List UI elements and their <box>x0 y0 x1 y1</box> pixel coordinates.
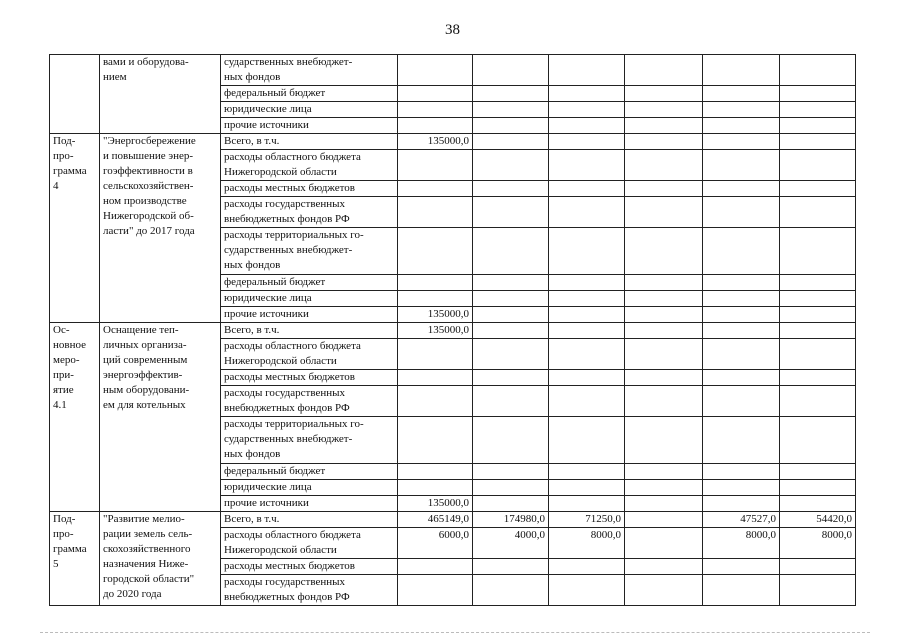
amount-cell <box>703 307 780 323</box>
funding-source-cell: расходы государственных внебюджетных фондов РФ <box>221 575 398 606</box>
funding-source-cell: юридические лица <box>221 480 398 496</box>
item-type-cell: Под- про- грамма 5 <box>50 512 100 606</box>
amount-cell <box>473 575 549 606</box>
funding-source-cell: расходы государственных внебюджетных фондов РФ <box>221 386 398 417</box>
funding-source-cell: Всего, в т.ч. <box>221 512 398 528</box>
amount-cell <box>398 370 473 386</box>
amount-cell <box>473 339 549 370</box>
amount-cell <box>703 102 780 118</box>
amount-cell <box>625 197 703 228</box>
amount-cell <box>703 496 780 512</box>
amount-cell <box>473 496 549 512</box>
amount-cell: 6000,0 <box>398 528 473 559</box>
amount-cell <box>398 102 473 118</box>
amount-cell <box>473 323 549 339</box>
amount-cell <box>703 370 780 386</box>
item-type-cell: Ос- новное меро- при- ятие 4.1 <box>50 323 100 512</box>
amount-cell <box>625 512 703 528</box>
amount-cell <box>398 464 473 480</box>
amount-cell <box>780 575 856 606</box>
amount-cell <box>398 228 473 275</box>
amount-cell <box>473 228 549 275</box>
amount-cell <box>703 55 780 86</box>
amount-cell <box>549 339 625 370</box>
amount-cell <box>398 197 473 228</box>
funding-source-cell: сударственных внебюджет- ных фондов <box>221 55 398 86</box>
amount-cell <box>549 197 625 228</box>
amount-cell <box>703 181 780 197</box>
amount-cell <box>473 55 549 86</box>
amount-cell <box>780 386 856 417</box>
amount-cell <box>625 55 703 86</box>
funding-source-cell: Всего, в т.ч. <box>221 134 398 150</box>
item-name-cell: вами и оборудова- нием <box>100 55 221 134</box>
amount-cell <box>780 150 856 181</box>
amount-cell <box>703 480 780 496</box>
amount-cell <box>549 480 625 496</box>
amount-cell <box>625 559 703 575</box>
funding-source-cell: прочие источники <box>221 118 398 134</box>
amount-cell <box>625 339 703 370</box>
amount-cell <box>398 86 473 102</box>
amount-cell <box>703 323 780 339</box>
funding-source-cell: юридические лица <box>221 291 398 307</box>
amount-cell <box>549 55 625 86</box>
funding-source-cell: прочие источники <box>221 496 398 512</box>
amount-cell: 8000,0 <box>549 528 625 559</box>
amount-cell: 135000,0 <box>398 496 473 512</box>
funding-source-cell: расходы территориальных го- сударственных внебюджет- ных фондов <box>221 417 398 464</box>
table-row <box>50 55 856 86</box>
amount-cell <box>703 86 780 102</box>
funding-source-cell: прочие источники <box>221 307 398 323</box>
amount-cell <box>625 150 703 181</box>
amount-cell <box>625 102 703 118</box>
amount-cell <box>549 417 625 464</box>
amount-cell: 71250,0 <box>549 512 625 528</box>
amount-cell <box>549 559 625 575</box>
amount-cell <box>398 480 473 496</box>
amount-cell <box>473 307 549 323</box>
amount-cell <box>780 559 856 575</box>
amount-cell <box>703 417 780 464</box>
amount-cell: 135000,0 <box>398 134 473 150</box>
amount-cell: 54420,0 <box>780 512 856 528</box>
item-name-cell: "Энергосбережение и повышение энер- гоэффективности в сельскохозяйствен- ном производстве Нижегородской об- ласти" до 2017 года <box>100 134 221 323</box>
amount-cell <box>549 307 625 323</box>
amount-cell <box>780 181 856 197</box>
item-type-cell <box>50 55 100 134</box>
amount-cell <box>549 496 625 512</box>
amount-cell <box>703 339 780 370</box>
amount-cell <box>473 118 549 134</box>
funding-source-cell: юридические лица <box>221 102 398 118</box>
funding-source-cell: расходы местных бюджетов <box>221 559 398 575</box>
amount-cell <box>625 575 703 606</box>
amount-cell <box>398 559 473 575</box>
amount-cell <box>473 181 549 197</box>
amount-cell: 8000,0 <box>780 528 856 559</box>
amount-cell <box>780 228 856 275</box>
amount-cell <box>625 370 703 386</box>
amount-cell <box>549 275 625 291</box>
amount-cell <box>398 55 473 86</box>
amount-cell <box>398 275 473 291</box>
amount-cell <box>780 496 856 512</box>
amount-cell: 465149,0 <box>398 512 473 528</box>
amount-cell <box>780 134 856 150</box>
amount-cell <box>473 150 549 181</box>
amount-cell <box>780 370 856 386</box>
amount-cell <box>780 323 856 339</box>
amount-cell <box>625 134 703 150</box>
amount-cell <box>398 339 473 370</box>
table-row <box>50 323 856 339</box>
item-name-cell: Оснащение теп- личных организа- ций современным энергоэффектив- ным оборудовани- ем для котельных <box>100 323 221 512</box>
amount-cell <box>625 291 703 307</box>
amount-cell <box>703 559 780 575</box>
amount-cell <box>703 150 780 181</box>
amount-cell <box>473 559 549 575</box>
amount-cell: 4000,0 <box>473 528 549 559</box>
amount-cell <box>473 464 549 480</box>
budget-table <box>49 54 856 606</box>
amount-cell <box>780 417 856 464</box>
amount-cell <box>473 370 549 386</box>
funding-source-cell: расходы областного бюджета Нижегородской области <box>221 339 398 370</box>
funding-source-cell: федеральный бюджет <box>221 86 398 102</box>
amount-cell <box>703 275 780 291</box>
amount-cell <box>398 181 473 197</box>
amount-cell <box>549 370 625 386</box>
page-number: 38 <box>445 22 460 38</box>
amount-cell <box>625 480 703 496</box>
funding-source-cell: расходы государственных внебюджетных фондов РФ <box>221 197 398 228</box>
amount-cell <box>549 102 625 118</box>
amount-cell <box>780 55 856 86</box>
amount-cell <box>780 86 856 102</box>
amount-cell <box>473 386 549 417</box>
item-type-cell: Под- про- грамма 4 <box>50 134 100 323</box>
amount-cell <box>549 323 625 339</box>
amount-cell <box>473 197 549 228</box>
amount-cell <box>780 275 856 291</box>
amount-cell <box>398 575 473 606</box>
funding-source-cell: расходы областного бюджета Нижегородской области <box>221 528 398 559</box>
amount-cell <box>703 197 780 228</box>
amount-cell <box>625 181 703 197</box>
amount-cell <box>549 291 625 307</box>
amount-cell <box>703 291 780 307</box>
amount-cell <box>703 464 780 480</box>
amount-cell <box>625 118 703 134</box>
amount-cell <box>473 102 549 118</box>
amount-cell <box>398 291 473 307</box>
item-name-cell: "Развитие мелио- рации земель сель- скохозяйственного назначения Ниже- городской области" до 2020 года <box>100 512 221 606</box>
amount-cell <box>780 339 856 370</box>
table-row <box>50 512 856 528</box>
funding-source-cell: расходы областного бюджета Нижегородской области <box>221 150 398 181</box>
amount-cell <box>780 102 856 118</box>
amount-cell <box>473 417 549 464</box>
amount-cell: 8000,0 <box>703 528 780 559</box>
amount-cell <box>703 575 780 606</box>
amount-cell <box>780 480 856 496</box>
funding-source-cell: федеральный бюджет <box>221 464 398 480</box>
scan-edge-mark <box>40 632 870 634</box>
funding-source-cell: Всего, в т.ч. <box>221 323 398 339</box>
amount-cell <box>625 323 703 339</box>
amount-cell <box>780 291 856 307</box>
amount-cell <box>703 134 780 150</box>
amount-cell <box>473 86 549 102</box>
amount-cell <box>549 134 625 150</box>
amount-cell <box>549 86 625 102</box>
amount-cell <box>625 307 703 323</box>
amount-cell <box>625 275 703 291</box>
amount-cell <box>398 150 473 181</box>
amount-cell <box>625 417 703 464</box>
amount-cell <box>625 496 703 512</box>
amount-cell <box>398 386 473 417</box>
amount-cell <box>780 464 856 480</box>
funding-source-cell: расходы местных бюджетов <box>221 181 398 197</box>
amount-cell <box>473 275 549 291</box>
amount-cell: 174980,0 <box>473 512 549 528</box>
funding-source-cell: расходы территориальных го- сударственных внебюджет- ных фондов <box>221 228 398 275</box>
table-row <box>50 134 856 150</box>
amount-cell <box>703 386 780 417</box>
amount-cell: 135000,0 <box>398 307 473 323</box>
amount-cell <box>549 118 625 134</box>
amount-cell <box>549 181 625 197</box>
amount-cell <box>780 197 856 228</box>
funding-source-cell: расходы местных бюджетов <box>221 370 398 386</box>
amount-cell <box>549 228 625 275</box>
amount-cell <box>625 528 703 559</box>
amount-cell <box>703 228 780 275</box>
amount-cell <box>549 464 625 480</box>
amount-cell <box>703 118 780 134</box>
amount-cell <box>625 464 703 480</box>
amount-cell <box>473 291 549 307</box>
amount-cell <box>549 150 625 181</box>
amount-cell <box>780 307 856 323</box>
amount-cell <box>625 86 703 102</box>
amount-cell <box>398 118 473 134</box>
funding-source-cell: федеральный бюджет <box>221 275 398 291</box>
amount-cell <box>625 228 703 275</box>
amount-cell <box>473 134 549 150</box>
amount-cell <box>780 118 856 134</box>
amount-cell <box>549 575 625 606</box>
amount-cell: 47527,0 <box>703 512 780 528</box>
amount-cell: 135000,0 <box>398 323 473 339</box>
amount-cell <box>549 386 625 417</box>
amount-cell <box>625 386 703 417</box>
amount-cell <box>398 417 473 464</box>
amount-cell <box>473 480 549 496</box>
